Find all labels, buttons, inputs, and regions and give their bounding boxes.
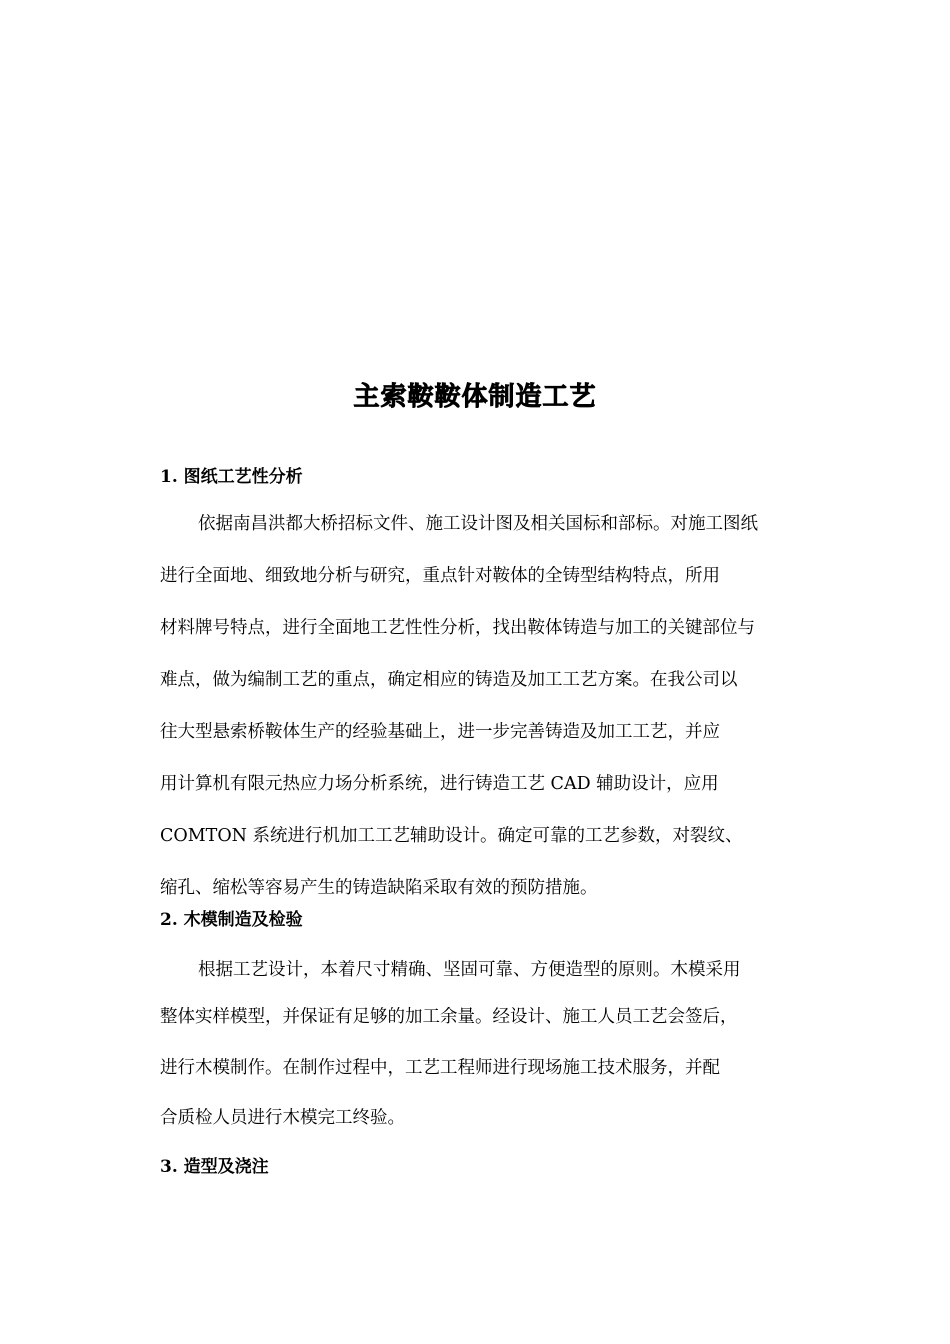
paragraph-line: COMTON 系统进行机加工工艺辅助设计。确定可靠的工艺参数，对裂纹、 xyxy=(160,826,743,846)
paragraph-line: 材料牌号特点，进行全面地工艺性性分析，找出鞍体铸造与加工的关键部位与 xyxy=(160,618,755,638)
section-heading-1: 1. 图纸工艺性分析 xyxy=(160,467,303,487)
paragraph-line: 进行木模制作。在制作过程中，工艺工程师进行现场施工技术服务，并配 xyxy=(160,1058,720,1078)
paragraph-line: 难点，做为编制工艺的重点，确定相应的铸造及加工工艺方案。在我公司以 xyxy=(160,670,738,690)
paragraph-line: 进行全面地、细致地分析与研究，重点针对鞍体的全铸型结构特点，所用 xyxy=(160,566,720,586)
paragraph-line: 整体实样模型，并保证有足够的加工余量。经设计、施工人员工艺会签后， xyxy=(160,1007,738,1027)
paragraph-line: 用计算机有限元热应力场分析系统，进行铸造工艺 CAD 辅助设计，应用 xyxy=(160,774,719,794)
paragraph-line: 依据南昌洪都大桥招标文件、施工设计图及相关国标和部标。对施工图纸 xyxy=(198,514,758,534)
document-title: 主索鞍鞍体制造工艺 xyxy=(353,382,597,412)
paragraph-line: 合质检人员进行木模完工终验。 xyxy=(160,1108,405,1128)
paragraph-line: 往大型悬索桥鞍体生产的经验基础上，进一步完善铸造及加工工艺，并应 xyxy=(160,722,720,742)
section-heading-3: 3. 造型及浇注 xyxy=(160,1157,269,1177)
paragraph-line: 缩孔、缩松等容易产生的铸造缺陷采取有效的预防措施。 xyxy=(160,878,598,898)
paragraph-line: 根据工艺设计，本着尺寸精确、坚固可靠、方便造型的原则。木模采用 xyxy=(198,960,741,980)
section-heading-2: 2. 木模制造及检验 xyxy=(160,910,303,930)
